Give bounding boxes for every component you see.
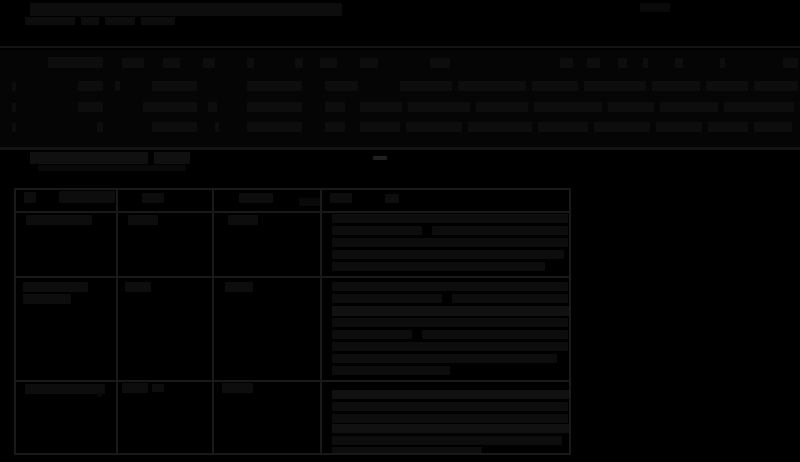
- upper-table-text-bar: [325, 81, 358, 91]
- upper-table-text-bar: [660, 102, 718, 112]
- upper-table-text-bar: [560, 58, 573, 68]
- upper-table-text-bar: [656, 122, 702, 132]
- upper-table-text-bar: [325, 122, 345, 132]
- table-row-divider: [16, 380, 569, 382]
- upper-table-text-bar: [152, 122, 197, 132]
- upper-table-text-bar: [720, 58, 725, 68]
- upper-table-text-bar: [400, 81, 452, 91]
- upper-table-text-bar: [143, 102, 197, 112]
- upper-table-text-bar: [430, 58, 450, 68]
- upper-table-text-bar: [618, 58, 627, 68]
- table-caption-bar: [373, 156, 387, 160]
- upper-table-text-bar: [247, 81, 302, 91]
- upper-table-text-bar: [608, 102, 654, 112]
- table-outline: [14, 188, 571, 455]
- upper-table-bottom-rule: [0, 147, 800, 150]
- upper-table-text-bar: [458, 81, 526, 91]
- upper-table-text-bar: [247, 102, 302, 112]
- upper-table-text-bar: [534, 102, 602, 112]
- upper-table-text-bar: [295, 58, 303, 68]
- upper-table-text-bar: [12, 123, 16, 132]
- upper-table-text-bar: [247, 122, 302, 132]
- upper-table-text-bar: [468, 122, 532, 132]
- upper-table-text-bar: [532, 81, 578, 91]
- title-text-bar: [30, 3, 342, 16]
- upper-table-text-bar: [203, 58, 215, 68]
- upper-table-text-bar: [584, 81, 646, 91]
- table-column-divider: [320, 190, 322, 453]
- title-text-bar: [25, 17, 75, 25]
- upper-table-text-bar: [754, 81, 798, 91]
- upper-table-text-bar: [78, 102, 103, 112]
- upper-table-text-bar: [12, 103, 16, 112]
- upper-table-text-bar: [247, 58, 254, 68]
- upper-table-text-bar: [12, 82, 16, 91]
- table-caption-bar: [38, 165, 186, 171]
- title-text-bar: [105, 17, 135, 25]
- table-column-divider: [116, 190, 118, 453]
- header-rule: [0, 46, 800, 48]
- table-row-divider: [16, 211, 569, 213]
- upper-table-text-bar: [163, 58, 180, 68]
- title-text-bar: [81, 17, 99, 25]
- upper-table-text-bar: [360, 58, 378, 68]
- upper-table-text-bar: [406, 122, 462, 132]
- table-caption-bar: [30, 152, 148, 164]
- title-text-bar: [640, 3, 670, 12]
- upper-table-text-bar: [754, 122, 792, 132]
- table-column-divider: [212, 190, 214, 453]
- upper-table-text-bar: [587, 58, 600, 68]
- table-row-divider: [16, 276, 569, 278]
- upper-table-text-bar: [706, 81, 748, 91]
- title-text-bar: [141, 17, 175, 25]
- upper-table-text-bar: [675, 58, 683, 68]
- upper-table-text-bar: [208, 102, 217, 112]
- upper-table-text-bar: [48, 57, 103, 68]
- upper-table-text-bar: [215, 122, 219, 132]
- upper-table-text-bar: [724, 102, 794, 112]
- upper-table-text-bar: [476, 102, 528, 112]
- upper-table-text-bar: [115, 81, 120, 91]
- upper-table-text-bar: [783, 58, 798, 68]
- upper-table-text-bar: [97, 122, 103, 132]
- upper-table-text-bar: [594, 122, 650, 132]
- upper-table-text-bar: [360, 102, 402, 112]
- upper-table-text-bar: [538, 122, 588, 132]
- upper-table-text-bar: [78, 81, 103, 91]
- upper-table-text-bar: [708, 122, 748, 132]
- upper-table-text-bar: [652, 81, 700, 91]
- upper-table-text-bar: [643, 58, 648, 68]
- upper-table-text-bar: [408, 102, 470, 112]
- upper-table-text-bar: [152, 81, 197, 91]
- upper-table-text-bar: [320, 58, 337, 68]
- upper-table-text-bar: [325, 102, 345, 112]
- upper-table-text-bar: [360, 122, 400, 132]
- table-caption-bar: [154, 152, 190, 164]
- upper-table-text-bar: [122, 58, 144, 68]
